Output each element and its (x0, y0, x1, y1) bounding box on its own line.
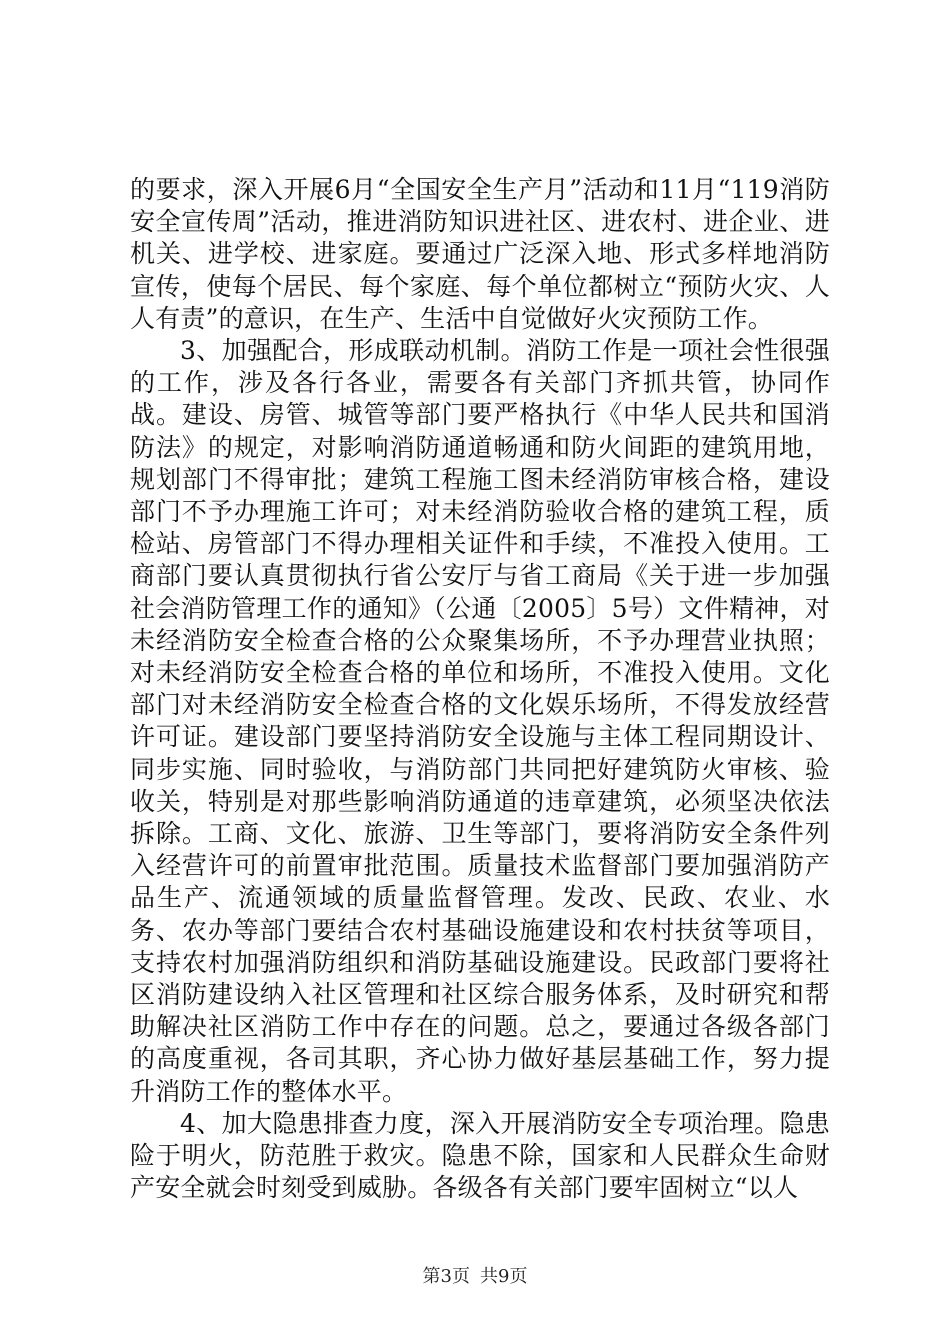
paragraph-section-3: 3、加强配合，形成联动机制。消防工作是一项社会性很强的工作，涉及各行各业，需要各有关部门齐抓共管，协同作战。建设、房管、城管等部门要严格执行《中华人民共和国消防法》的规定，对影响消防通道畅通和防火间距的建筑用地，规划部门不得审批；建筑工程施工图未经消防审核合格，建设部门不予办理施工许可；对未经消防验收合格的建筑工程，质检站、房管部门不得办理相关证件和手续，不准投入使用。工商部门要认真贯彻执行省公安厅与省工商局《关于进一步加强社会消防管理工作的通知》（公通〔2005〕5号）文件精神，对未经消防安全检查合格的公众聚集场所，不予办理营业执照；对未经消防安全检查合格的单位和场所，不准投入使用。文化部门对未经消防安全检查合格的文化娱乐场所，不得发放经营许可证。建设部门要坚持消防安全设施与主体工程同期设计、同步实施、同时验收，与消防部门共同把好建筑防火审核、验收关，特别是对那些影响消防通道的违章建筑，必须坚决依法拆除。工商、文化、旅游、卫生等部门，要将消防安全条件列入经营许可的前置审批范围。质量技术监督部门要加强消防产品生产、流通领域的质量监督管理。发改、民政、农业、水务、农办等部门要结合农村基础设施建设和农村扶贫等项目，支持农村加强消防组织和消防基础设施建设。民政部门要将社区消防建设纳入社区管理和社区综合服务体系，及时研究和帮助解决社区消防工作中存在的问题。总之，要通过各级各部门的高度重视，各司其职，齐心协力做好基层基础工作，努力提升消防工作的整体水平。 (130, 336, 830, 1106)
page-total: 共9页 (480, 1266, 528, 1287)
paragraph-section-4: 4、加大隐患排查力度，深入开展消防安全专项治理。隐患险于明火，防范胜于救灾。隐患不除，国家和人民群众生命财产安全就会时刻受到威胁。各级各有关部门要牢固树立“以人 (130, 1108, 830, 1203)
document-body (130, 174, 830, 1205)
page-footer (0, 1265, 950, 1289)
page-number: 第3页 (422, 1266, 470, 1287)
paragraph-continuation: 的要求，深入开展6月“全国安全生产月”活动和11月“119消防安全宣传周”活动，推进消防知识进社区、进农村、进企业、进机关、进学校、进家庭。要通过广泛深入地、形式多样地消防宣传，使每个居民、每个家庭、每个单位都树立“预防火灾、人人有责”的意识，在生产、生活中自觉做好火灾预防工作。 (130, 175, 830, 333)
